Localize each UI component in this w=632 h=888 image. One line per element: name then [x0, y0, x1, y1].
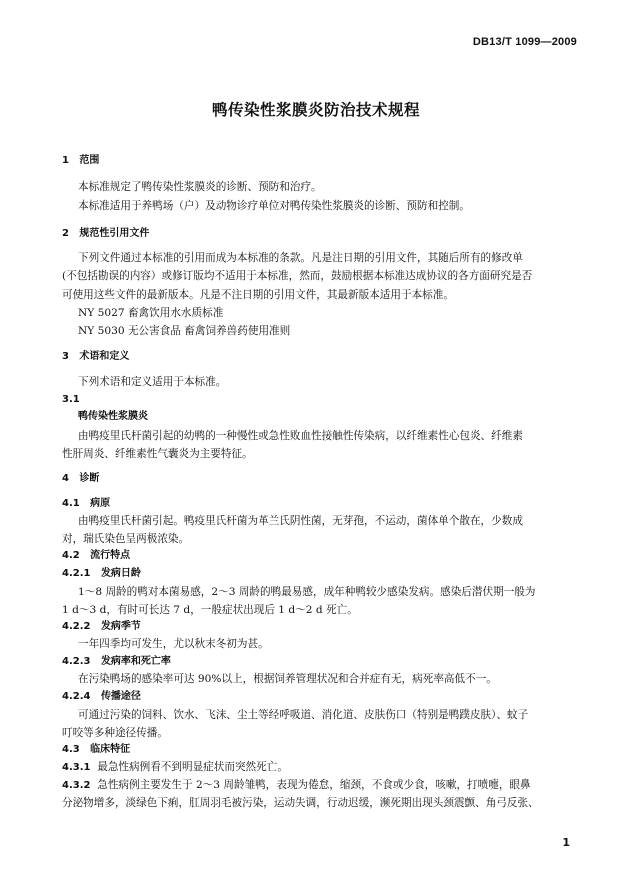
- subsection-number: 3.1: [62, 394, 80, 405]
- paragraph-line: 叮咬等多种途径传播。: [62, 727, 168, 739]
- reference-item: NY 5027 畜禽饮用水水质标准: [78, 307, 224, 319]
- subsection-4-2-2-heading: [62, 620, 141, 634]
- clause-text: 最急性病例看不到明显症状而突然死亡。: [97, 761, 288, 773]
- subsection-title: 发病率和死亡率: [100, 656, 171, 667]
- subsection-number: 4.1: [62, 498, 80, 509]
- section-title: 诊断: [79, 473, 100, 484]
- paragraph-line: 由鸭疫里氏杆菌引起。鸭疫里氏杆菌为革兰氏阴性菌，无芽孢，不运动，菌体单个散在，少数成: [78, 515, 523, 527]
- subsection-4-2-3-heading: [62, 655, 171, 669]
- paragraph: 本标准适用于养鸭场（户）及动物诊疗单位对鸭传染性浆膜炎的诊断、预防和控制。: [78, 200, 470, 212]
- paragraph-line: 可通过污染的饲料、饮水、飞沫、尘土等经呼吸道、消化道、皮肤伤口（特别是鸭蹼皮肤）、蚊子: [78, 709, 529, 721]
- paragraph-line: 分泌物增多，淡绿色下痢，肛周羽毛被污染，运动失调，行动迟缓，濒死期出现头颈震颤、角弓反张、: [62, 797, 539, 809]
- clause-number: 4.3.1: [62, 762, 91, 773]
- subsection-number: 4.2.1: [62, 568, 91, 579]
- clause-4-3-1: [62, 760, 288, 775]
- section-number: 2: [62, 228, 69, 239]
- paragraph-line: (不包括勘误的内容）或修订版均不适用于本标准，然而，鼓励根据本标准达成协议的各方面研究是否: [62, 270, 533, 282]
- paragraph-line: 对，瑞氏染色呈两极浓染。: [62, 533, 190, 545]
- section-title: 范围: [79, 155, 100, 166]
- section-4-heading: [62, 472, 99, 486]
- section-number: 1: [62, 155, 69, 166]
- paragraph-line: 可使用这些文件的最新版本。凡是不注日期的引用文件，其最新版本适用于本标准。: [62, 289, 454, 301]
- subsection-number: 4.3: [62, 744, 80, 755]
- paragraph: 本标准规定了鸭传染性浆膜炎的诊断、预防和治疗。: [78, 181, 322, 193]
- paragraph-line: 1～8 周龄的鸭对本菌易感，2～3 周龄的鸭最易感，成年种鸭较少感染发病。感染后潜伏期一般为: [78, 586, 536, 598]
- subsection-4-2-1-heading: [62, 567, 141, 581]
- page-number: 1: [562, 836, 570, 849]
- subsection-title: 发病日龄: [100, 568, 141, 579]
- clause-number: 4.3.2: [62, 780, 91, 791]
- standard-code: DB13/T 1099—2009: [472, 36, 577, 48]
- subsection-4-1-heading: [62, 497, 110, 511]
- paragraph-line: 1 d～3 d，有时可长达 7 d，一般症状出现后 1 d～2 d 死亡。: [62, 604, 358, 616]
- section-title: 术语和定义: [79, 351, 130, 362]
- section-number: 4: [62, 473, 69, 484]
- definition-line: 由鸭疫里氏杆菌引起的幼鸭的一种慢性或急性败血性接触性传染病，以纤维素性心包炎、纤维素: [78, 430, 523, 442]
- subsection-4-2-heading: [62, 549, 130, 563]
- subsection-4-2-4-heading: [62, 690, 141, 704]
- section-1-heading: [62, 154, 99, 168]
- definition-line: 性肝周炎、纤维素性气囊炎为主要特征。: [62, 448, 253, 460]
- paragraph-line: 一年四季均可发生，尤以秋末冬初为甚。: [78, 638, 269, 650]
- paragraph-line: 在污染鸭场的感染率可达 90%以上，根据饲养管理状况和合并症有无，病死率高低不一。: [78, 673, 497, 685]
- section-number: 3: [62, 351, 69, 362]
- section-2-heading: [62, 227, 149, 241]
- subsection-number: 4.2.4: [62, 691, 91, 702]
- paragraph: 下列术语和定义适用于本标准。: [78, 376, 227, 388]
- subsection-title: 临床特征: [90, 744, 131, 755]
- term-heading: 鸭传染性浆膜炎: [78, 411, 148, 422]
- document-title: 鸭传染性浆膜炎防治技术规程: [211, 101, 420, 119]
- paragraph-line: 下列文件通过本标准的引用而成为本标准的条款。凡是注日期的引用文件，其随后所有的修改单: [78, 252, 523, 264]
- subsection-number: 4.2.2: [62, 621, 91, 632]
- clause-4-3-2: [62, 778, 531, 793]
- subsection-number: 4.2.3: [62, 656, 91, 667]
- subsection-title: 传播途径: [100, 691, 141, 702]
- section-3-heading: [62, 350, 129, 364]
- subsection-title: 病原: [90, 498, 111, 509]
- subsection-4-3-heading: [62, 743, 130, 757]
- subsection-title: 流行特点: [90, 550, 131, 561]
- clause-text: 急性病例主要发生于 2～3 周龄雏鸭，表现为倦怠，缩颈，不食或少食，咳嗽，打喷嚏，眼鼻: [97, 779, 531, 791]
- section-title: 规范性引用文件: [79, 228, 150, 239]
- subsection-number: 4.2: [62, 550, 80, 561]
- reference-item: NY 5030 无公害食品 畜禽饲养兽药使用准则: [78, 325, 291, 337]
- subsection-title: 发病季节: [100, 621, 141, 632]
